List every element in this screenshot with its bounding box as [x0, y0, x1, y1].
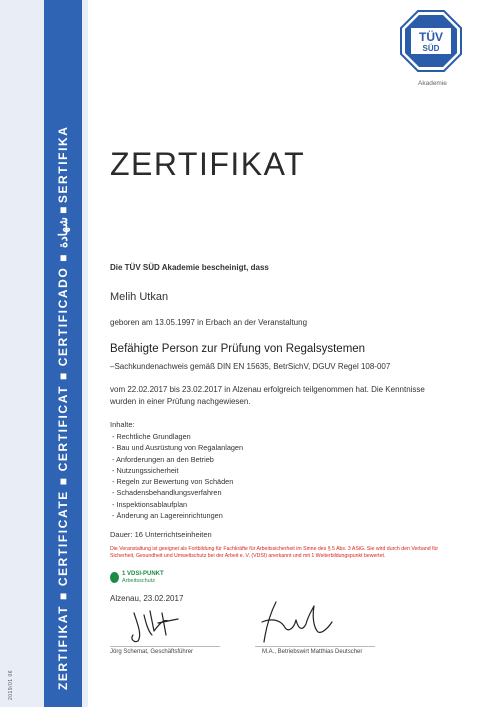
- signature-line-1: [110, 646, 220, 647]
- course-subtitle: –Sachkundenachweis gemäß DIN EN 15635, BetrSichV, DGUV Regel 108-007: [110, 362, 391, 371]
- list-item: - Regeln zur Bewertung von Schäden: [112, 476, 243, 487]
- logo-brand-line1: TÜV: [419, 30, 443, 44]
- certificate-title: ZERTIFIKAT: [110, 146, 306, 182]
- list-item: - Bau und Ausrüstung von Regalanlagen: [112, 442, 243, 453]
- contents-list: [112, 431, 243, 521]
- signer-1: Jörg Schemat, Geschäftsführer: [110, 649, 194, 655]
- signer-2: M.A., Betriebswirt Matthias Deutscher: [262, 649, 363, 655]
- list-item: - Inspektionsablaufplan: [112, 499, 243, 510]
- signature-2: [258, 598, 338, 646]
- participant-name: Melih Utkan: [110, 291, 169, 303]
- logo-brand-line2: SÜD: [422, 44, 440, 53]
- birth-info: geboren am 13.05.1997 in Erbach an der Veranstaltung: [110, 318, 308, 327]
- course-title: Befähigte Person zur Prüfung von Regalsystemen: [110, 343, 366, 355]
- vdsi-badge-subtitle: Arbeitsschutz: [122, 578, 156, 584]
- list-item: - Rechtliche Grundlagen: [112, 431, 243, 442]
- contents-heading: Inhalte:: [110, 420, 135, 429]
- logo-subtitle: Akademie: [418, 80, 447, 87]
- list-item: - Anforderungen an den Betrieb: [112, 454, 243, 465]
- signature-1: [124, 605, 184, 645]
- serial-number: 2019/01 06: [8, 669, 14, 700]
- vdsi-badge-icon: [110, 572, 119, 583]
- intro-text: Die TÜV SÜD Akademie bescheinigt, dass: [110, 263, 269, 272]
- accreditation-note: Die Veranstaltung ist geeignet als Fortbildung für Fachkräfte für Arbeitssicherheit im Sinne des § 5 Abs. 3 ASiG. Sie wird durch den Verband für Sicherheit, Gesundheit und Umweltschutz bei der Arbeit e. V. (VDSI) anerkannt und mit 1 Weiterbildungspunkt bewertet.: [110, 546, 439, 559]
- vdsi-badge-title: 1 VDSI-PUNKT: [122, 571, 164, 577]
- list-item: - Schadensbehandlungsverfahren: [112, 487, 243, 498]
- place-date: Alzenau, 23.02.2017: [110, 594, 184, 603]
- side-strip-text: ZERTIFIKAT ■ CERTIFICATE ■ CERTIFICAT ■ CERTIFICADO ■ شهادة ■ SERTIFIKA: [56, 125, 70, 690]
- result-text: vom 22.02.2017 bis 23.02.2017 in Alzenau erfolgreich teilgenommen hat. Die Kenntnisse wurden in einer Prüfung nachgewiesen.: [110, 385, 425, 406]
- list-item: - Nutzungssicherheit: [112, 465, 243, 476]
- course-duration: Dauer: 16 Unterrichtseinheiten: [110, 530, 212, 539]
- signature-line-2: [255, 646, 375, 647]
- tuv-sud-logo: [400, 10, 462, 72]
- list-item: - Änderung an Lagereinrichtungen: [112, 510, 243, 521]
